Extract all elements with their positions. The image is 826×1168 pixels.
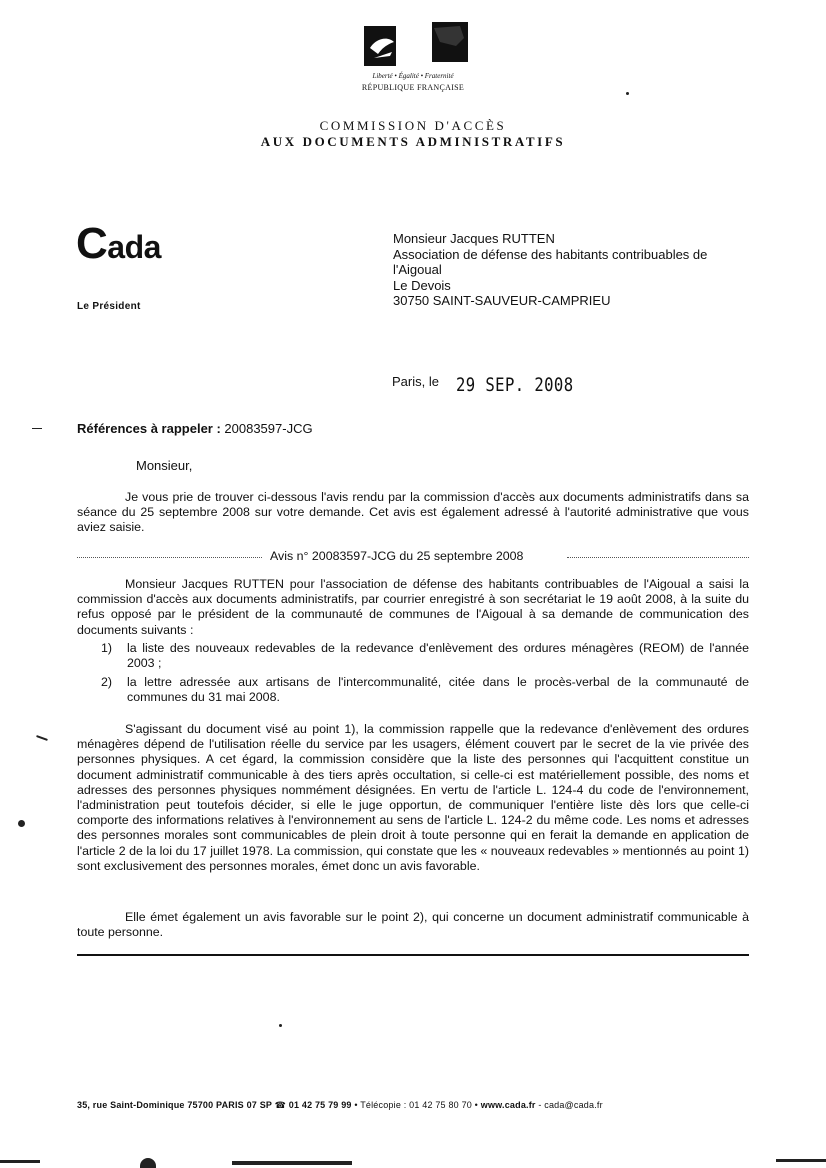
cada-logo-initial: C (76, 219, 108, 268)
footer-phone: ☎ 01 42 75 79 99 (274, 1100, 352, 1110)
list-item (77, 675, 749, 707)
references-value: 20083597-JCG (220, 421, 313, 436)
footer-email[interactable]: - cada@cada.fr (538, 1100, 603, 1110)
intro-paragraph (77, 490, 749, 536)
republic-motto: Liberté • Égalité • Fraternité (372, 72, 454, 80)
footer-contact (77, 1100, 603, 1111)
avis-title: Avis n° 20083597-JCG du 25 septembre 2008 (270, 549, 524, 563)
scan-mark (18, 820, 25, 827)
recipient-line: l'Aigoual (393, 262, 442, 277)
recipient-line: Monsieur Jacques RUTTEN (393, 231, 555, 246)
scan-mark (0, 1160, 40, 1163)
scan-mark (279, 1024, 282, 1027)
scan-mark (776, 1159, 826, 1162)
commission-name-line2: AUX DOCUMENTS ADMINISTRATIFS (260, 134, 566, 149)
republique-francaise-logo (352, 22, 474, 94)
list-item (77, 641, 749, 673)
avis-divider-left (77, 557, 262, 558)
list-item-text: la lettre adressée aux artisans de l'intercommunalité, citée dans le procès-verbal de la communauté de communes du 31 mai 2008. (127, 675, 749, 705)
saisine-text: Monsieur Jacques RUTTEN pour l'association de défense des habitants contribuables de l'Aigoual a saisi la commission d'accès aux documents administratifs, par courrier enregistré à son secrétariat le 19 août 2008, à la suite du refus opposé par le président de la communauté de communes de l'Aigoual à sa demande de communication des documents suivants : (77, 577, 749, 637)
salutation: Monsieur, (136, 458, 193, 473)
recipient-line: Le Devois (393, 277, 451, 293)
recipient-line: 30750 SAINT-SAUVEUR-CAMPRIEU (393, 293, 611, 308)
analysis-text: S'agissant du document visé au point 1), la commission rappelle que la redevance d'enlèvement des ordures ménagères dépend de l'utilisation réelle du service par les usagers, élément couvert par le secret de la vie privée des personnes physiques. A cet égard, la commission considère que la liste des personnes qui l'acquittent constitue un document administratif communicable à des tiers après occultation, si celle-ci est matériellement possible, des noms et adresses des personnes physiques nommément désignées. En vertu de l'article L. 124-4 du code de l'environnement, l'administration peut toutefois décider, si elle le juge opportun, de communiquer l'entière liste dès lors que celle-ci comporte des informations relatives à l'environnement au sens de l'article L. 124-2 du même code. Les noms et adresses des personnes morales sont communicables de plein droit à toute personne qui en ferait la demande en application de l'article 2 de la loi du 17 juillet 1978. La commission, qui constate que les « nouveaux redevables » mentionnés au point 1) sont exclusivement des personnes morales, émet donc un avis favorable. (77, 722, 749, 873)
list-item-number: 1) (101, 641, 113, 655)
scan-mark (232, 1161, 352, 1165)
saisine-paragraph (77, 577, 749, 638)
republic-name: RÉPUBLIQUE FRANÇAISE (361, 83, 465, 92)
intro-text: Je vous prie de trouver ci-dessous l'avis rendu par la commission d'accès aux documents administratifs dans sa séance du 25 septembre 2008 sur votre demande. Cet avis est également adressé à l'autorité administrative que vous aviez saisie. (77, 490, 749, 535)
recipient-line: Association de défense des habitants contribuables de (393, 246, 708, 262)
scan-mark (32, 428, 42, 429)
scan-mark (140, 1158, 156, 1168)
closing-rule (77, 954, 749, 956)
cada-logo (76, 219, 161, 268)
references-label: Références à rappeler : (77, 421, 221, 436)
list-item-number: 2) (101, 675, 113, 689)
scan-mark (626, 92, 629, 95)
point2-text: Elle émet également un avis favorable sur le point 2), qui concerne un document administratif communicable à toute personne. (77, 910, 749, 940)
avis-divider-right (567, 557, 749, 558)
recipient-address (393, 231, 707, 309)
footer-address: 35, rue Saint-Dominique 75700 PARIS 07 SP (77, 1100, 272, 1110)
analysis-paragraph (77, 722, 749, 874)
sender-title: Le Président (77, 301, 141, 312)
scan-mark (36, 735, 48, 741)
commission-name-line1: COMMISSION D'ACCÈS (319, 118, 507, 133)
references (77, 421, 313, 436)
footer-fax: • Télécopie : 01 42 75 80 70 • (354, 1100, 479, 1110)
footer-website[interactable]: www.cada.fr (480, 1100, 536, 1110)
date-stamp: 29 SEP. 2008 (456, 374, 574, 396)
marianne-flag-icon (360, 22, 468, 68)
cada-logo-rest: ada (107, 229, 161, 265)
date-label: Paris, le (392, 374, 439, 389)
list-item-text: la liste des nouveaux redevables de la redevance d'enlèvement des ordures ménagères (REOM) de l'année 2003 ; (127, 641, 749, 671)
point2-paragraph (77, 910, 749, 940)
